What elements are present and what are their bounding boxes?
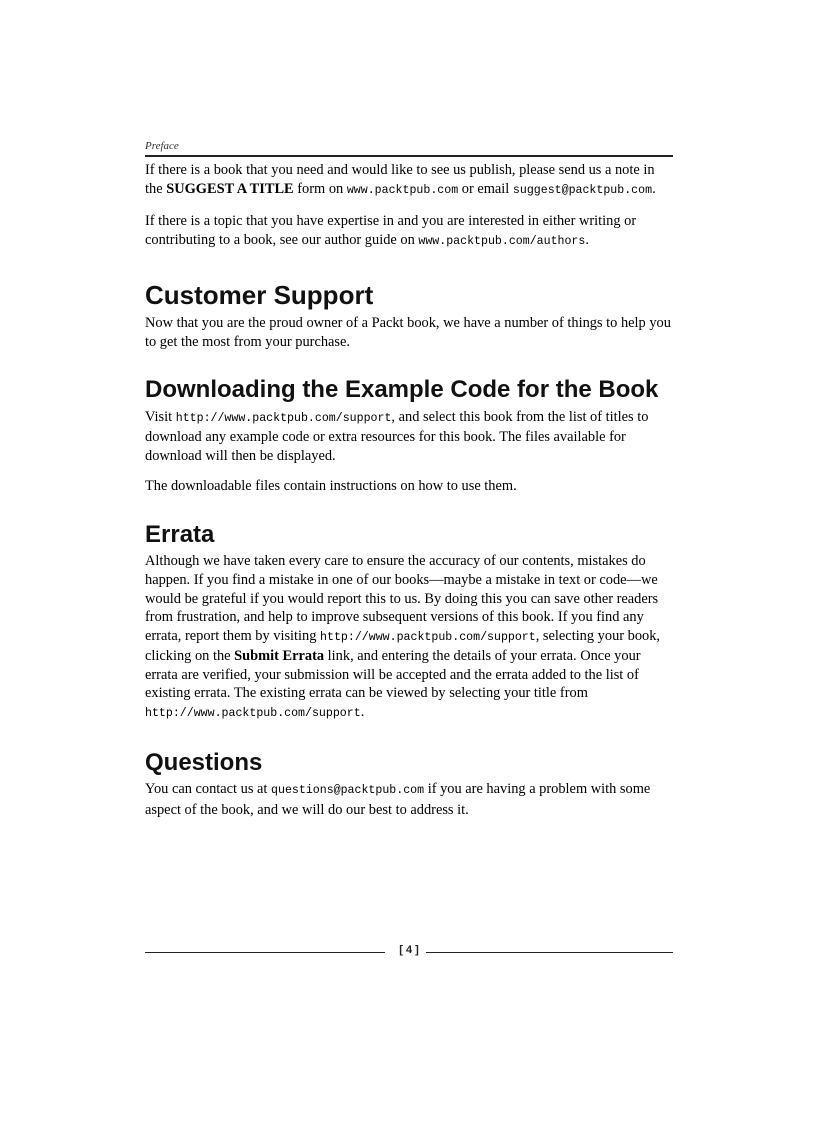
suggest-text-4: . (652, 180, 656, 197)
author-text-2: . (585, 231, 589, 248)
download-paragraph (145, 408, 673, 466)
support-link[interactable]: http://www.packtpub.com/support (175, 411, 392, 425)
download-text-1: Visit (145, 408, 176, 425)
errata-paragraph (145, 552, 673, 723)
submit-errata-label: Submit Errata (234, 648, 325, 665)
author-guide-link[interactable]: www.packtpub.com/authors (418, 234, 586, 248)
questions-email-link[interactable]: questions@packtpub.com (271, 784, 425, 798)
suggest-paragraph (145, 161, 673, 200)
questions-paragraph (145, 780, 673, 819)
author-text-1: If there is a topic that you have expertise in and you are interested in either writing or contributing to a book, see our author guide on (145, 213, 637, 248)
errata-support-link[interactable]: http://www.packtpub.com/support (320, 630, 536, 644)
customer-support-heading: Customer Support (145, 280, 374, 311)
page-footer (145, 944, 673, 960)
footer-rule-right (426, 952, 673, 953)
questions-text-1: You can contact us at (145, 781, 272, 798)
errata-text-2: , selecting your book, clicking on the (145, 627, 661, 665)
questions-text-2: if you are having a problem with some aspect of the book, and we will do our best to address it. (145, 781, 651, 818)
questions-heading: Questions (145, 748, 263, 776)
suggest-text-2: form on (293, 180, 347, 197)
suggest-text-1: If there is a book that you need and would like to see us publish, please send us a note in the (145, 162, 655, 197)
page-content (145, 161, 673, 831)
footer-rule-left (145, 952, 385, 953)
download-instructions-paragraph: The downloadable files contain instructions on how to use them. (145, 478, 517, 495)
errata-heading: Errata (145, 520, 215, 548)
errata-view-link[interactable]: http://www.packtpub.com/support (145, 707, 361, 721)
suggest-text-3: or email (458, 180, 513, 197)
suggest-email-link[interactable]: suggest@packtpub.com (512, 183, 653, 197)
errata-text-1: Although we have taken every care to ensure the accuracy of our contents, mistakes do happen. If you find a mistake in one of our books—maybe a mistake in text or code—we would be grateful if you would report this to us. By doing this you can save other readers from frustration, and help to improve subsequent versions of this book. If you find any errata, report them by visiting (145, 553, 659, 644)
running-header (145, 136, 673, 157)
page-number: [ 4 ] (399, 944, 419, 956)
author-paragraph (145, 212, 673, 251)
suggest-title-label: SUGGEST A TITLE (166, 180, 294, 197)
download-heading: Downloading the Example Code for the Book (145, 376, 659, 404)
running-header-title: Preface (145, 140, 179, 152)
packtpub-link[interactable]: www.packtpub.com (346, 183, 459, 197)
errata-text-3: link, and entering the details of your errata. Once your errata are verified, your submission will be accepted and the errata added to the list of existing errata. The existing errata can be viewed by selecting your title from (145, 648, 641, 702)
errata-text-4: . (360, 704, 365, 721)
customer-support-paragraph: Now that you are the proud owner of a Packt book, we have a number of things to help you to get the most from your purchase. (145, 314, 671, 350)
download-text-2: , and select this book from the list of titles to download any example code or extra resources for this book. The files available for download will then be displayed. (145, 408, 649, 464)
